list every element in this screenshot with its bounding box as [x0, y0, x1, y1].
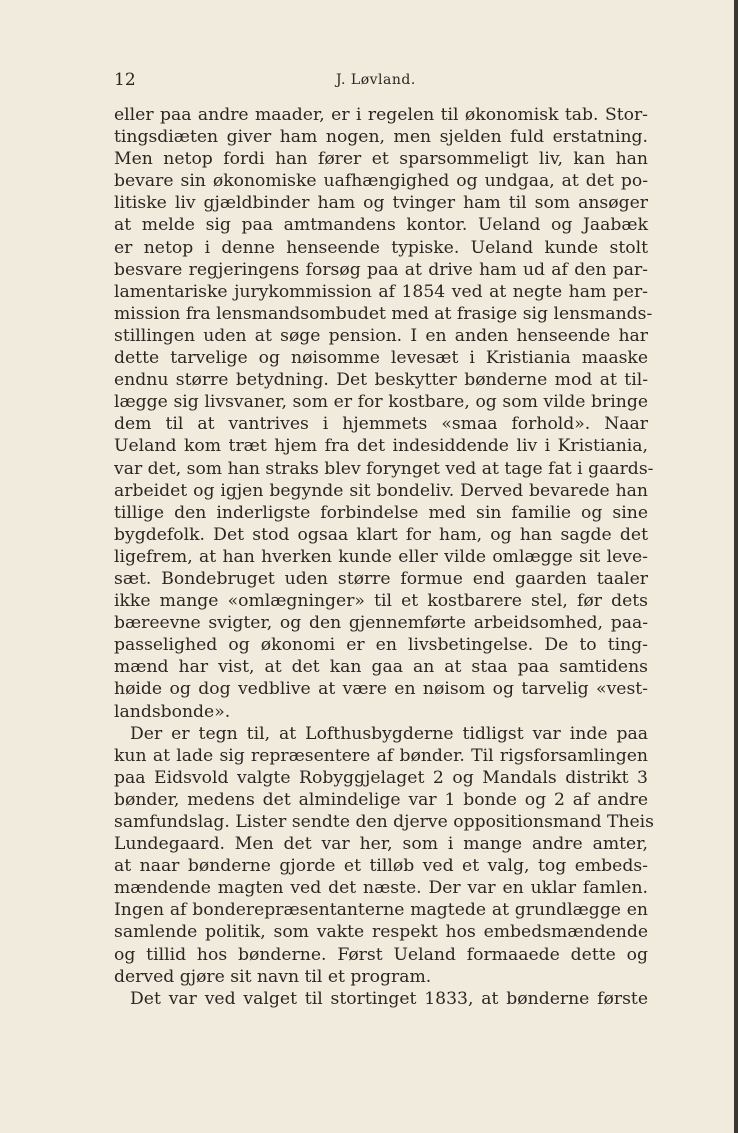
text-line: høide og dog vedblive at være en nøisom og tarvelig «vest-: [114, 679, 648, 700]
text-line: eller paa andre maader, er i regelen til økonomisk tab. Stor-: [114, 105, 648, 125]
text-line: mænd har vist, at det kan gaa an at staa paa samtidens: [114, 657, 648, 678]
text-line: er netop i denne henseende typiske. Ueland kunde stolt: [114, 237, 648, 258]
text-line: kun at lade sig repræsentere af bønder. Til rigsforsamlingen: [114, 745, 648, 766]
text-line: bønder, medens det almindelige var 1 bonde og 2 af andre: [114, 789, 648, 810]
text-line: sæt. Bondebruget uden større formue end gaarden taaler: [114, 568, 648, 589]
text-line: Ingen af bonderepræsentanterne magtede at grundlægge en: [114, 900, 648, 921]
text-line: bæreevne svigter, og den gjennemførte arbeidsomhed, paa-: [114, 613, 648, 634]
text-line: dem til at vantrives i hjemmets «smaa forhold». Naar: [114, 414, 648, 435]
text-line: tingsdiæten giver ham nogen, men sjelden fuld erstatning.: [114, 127, 648, 148]
text-line: Det var ved valget til stortinget 1833, at bønderne første: [130, 988, 648, 1009]
text-line: bevare sin økonomiske uafhængighed og undgaa, at det po-: [114, 171, 648, 192]
text-line: stillingen uden at søge pension. I en anden henseende har: [114, 325, 648, 346]
text-line: samfundslag. Lister sendte den djerve oppositionsmand Theis: [114, 812, 654, 832]
text-line: passelighed og økonomi er en livsbetingelse. De to ting-: [114, 635, 648, 656]
text-line: Lundegaard. Men det var her, som i mange andre amter,: [114, 834, 648, 855]
text-line: Ueland kom træt hjem fra det indesiddende liv i Kristiania,: [114, 436, 648, 457]
text-line: at naar bønderne gjorde et tilløb ved et valg, tog embeds-: [114, 856, 648, 877]
text-line: endnu større betydning. Det beskytter bønderne mod at til-: [114, 370, 648, 391]
text-line: at melde sig paa amtmandens kontor. Ueland og Jaabæk: [114, 215, 648, 236]
text-line: derved gjøre sit navn til et program.: [114, 966, 432, 987]
text-line: lægge sig livsvaner, som er for kostbare, og som vilde bringe: [114, 392, 648, 413]
page-edge: [734, 0, 738, 1133]
text-line: mændende magten ved det næste. Der var en uklar famlen.: [114, 878, 648, 899]
text-line: litiske liv gjældbinder ham og tvinger ham til som ansøger: [114, 193, 648, 214]
text-line: besvare regjeringens forsøg paa at drive ham ud af den par-: [114, 259, 648, 280]
text-line: samlende politik, som vakte respekt hos embedsmændende: [114, 922, 648, 943]
text-line: og tillid hos bønderne. Først Ueland formaaede dette og: [114, 944, 648, 965]
text-line: ligefrem, at han hverken kunde eller vilde omlægge sit leve-: [114, 546, 648, 567]
text-line: paa Eidsvold valgte Robyggjelaget 2 og Mandals distrikt 3: [114, 767, 648, 788]
page-number: 12: [114, 70, 136, 90]
running-head: J. Løvland.: [336, 72, 416, 88]
text-line: Men netop fordi han fører et sparsommeligt liv, kan han: [114, 149, 648, 170]
text-line: ikke mange «omlægninger» til et kostbarere stel, før dets: [114, 591, 648, 612]
text-line: bygdefolk. Det stod ogsaa klart for ham, og han sagde det: [114, 524, 648, 545]
body-text: [114, 104, 654, 1010]
text-line: mission fra lensmandsombudet med at frasige sig lensmands-: [114, 303, 653, 324]
page-header: [114, 70, 644, 92]
text-line: landsbonde».: [114, 701, 231, 722]
text-line: tillige den inderligste forbindelse med sin familie og sine: [114, 502, 648, 523]
text-line: Der er tegn til, at Lofthusbygderne tidligst var inde paa: [130, 723, 648, 744]
text-line: var det, som han straks blev forynget ved at tage fat i gaards-: [114, 458, 654, 479]
text-line: lamentariske jurykommission af 1854 ved at negte ham per-: [114, 281, 648, 302]
text-line: arbeidet og igjen begynde sit bondeliv. Derved bevarede han: [114, 480, 648, 501]
text-line: dette tarvelige og nøisomme levesæt i Kristiania maaske: [114, 348, 648, 369]
